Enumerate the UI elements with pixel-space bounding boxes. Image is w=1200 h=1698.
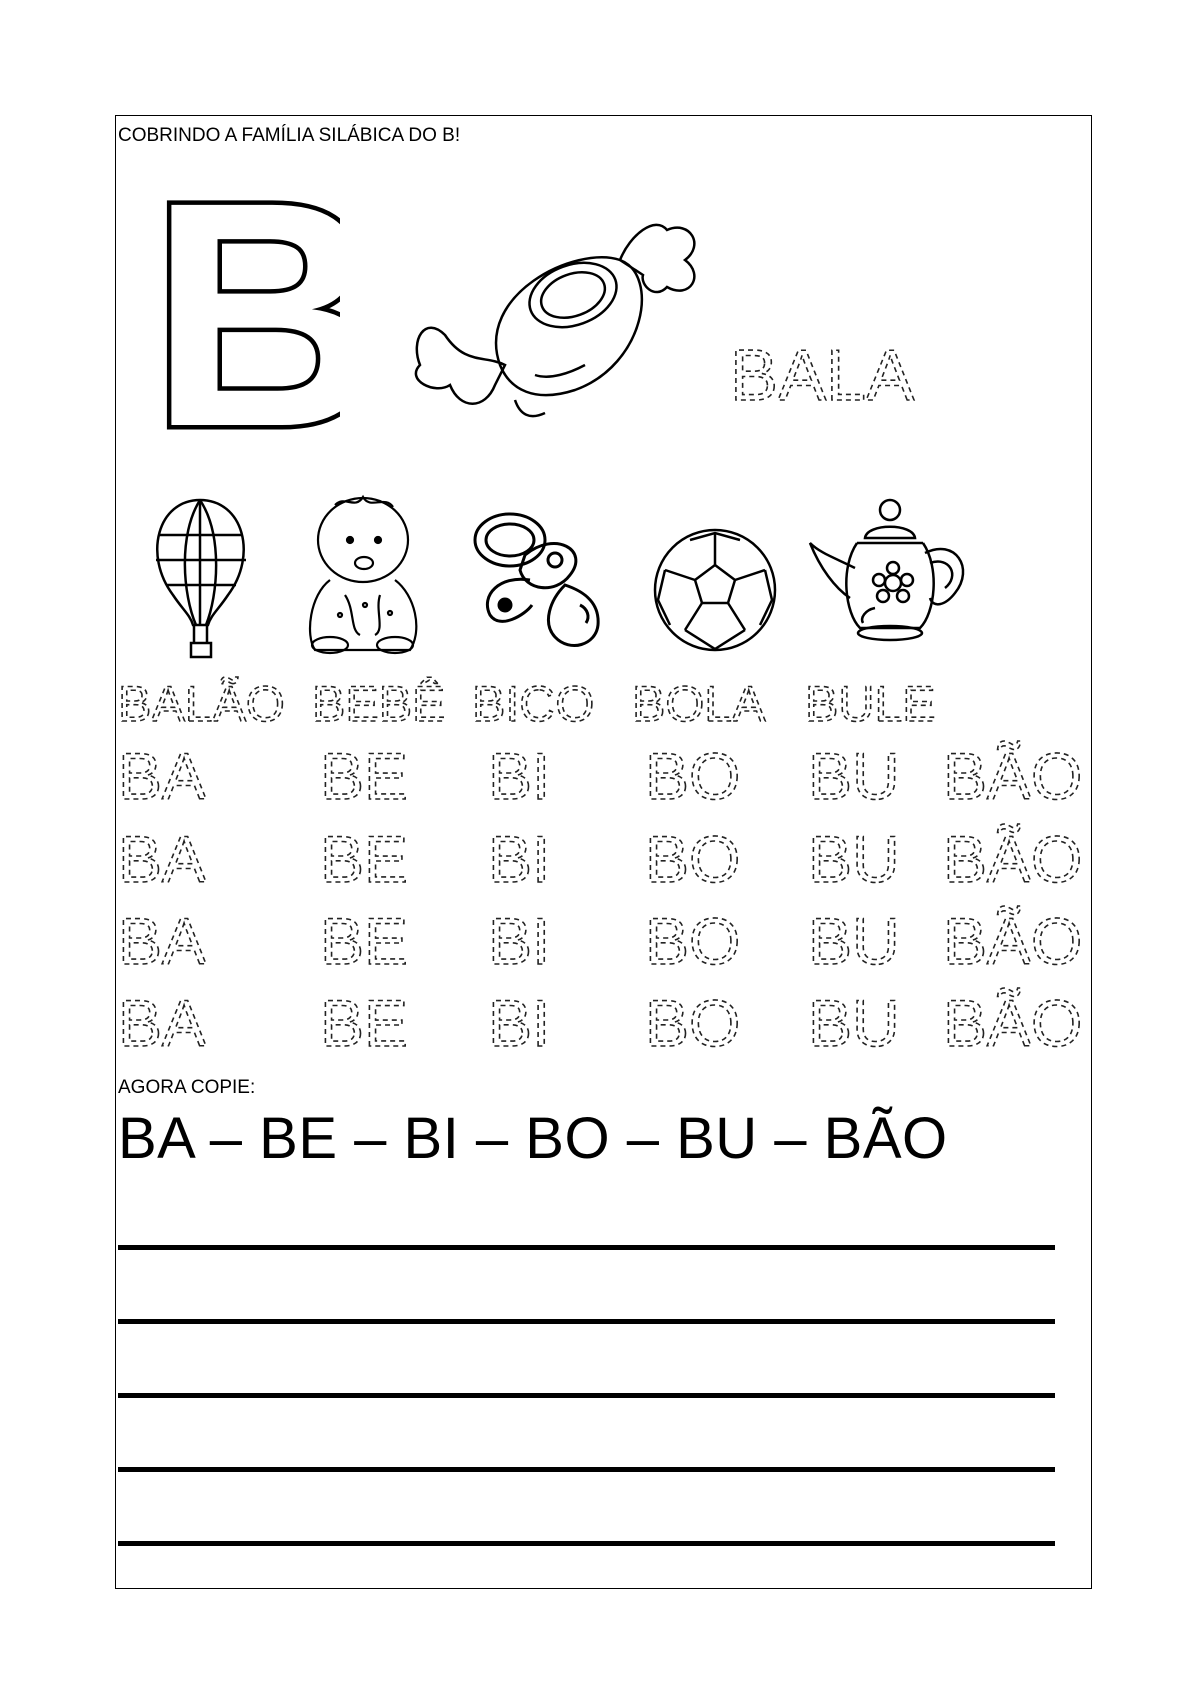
copy-label: AGORA COPIE: <box>118 1077 256 1098</box>
picture-word-bule <box>805 675 935 732</box>
syllable-text: BA <box>118 739 207 807</box>
svg-text:BICO: BICO <box>472 676 595 727</box>
syllable-trace <box>943 818 1088 895</box>
syllable-trace <box>320 735 410 812</box>
syllable-text: BÃO <box>943 822 1083 890</box>
picture-word-bico <box>472 675 607 732</box>
writing-line[interactable] <box>118 1393 1055 1398</box>
syllable-text: BE <box>320 739 409 807</box>
syllable-text: BE <box>320 822 409 890</box>
svg-text:BALÃO: BALÃO <box>118 676 285 727</box>
syllable-text: BU <box>808 986 898 1054</box>
soccer-ball-icon <box>650 525 780 660</box>
baby-icon <box>295 485 435 665</box>
svg-text:BOLA: BOLA <box>632 676 766 727</box>
syllable-trace <box>943 735 1088 812</box>
syllable-trace <box>118 982 218 1059</box>
svg-text:BEBÊ: BEBÊ <box>312 676 446 727</box>
syllable-trace <box>645 900 740 977</box>
picture-word-bola <box>632 675 777 732</box>
syllable-trace <box>118 818 218 895</box>
syllable-trace <box>808 818 898 895</box>
syllable-trace <box>118 735 218 812</box>
syllable-trace <box>808 735 898 812</box>
syllable-trace <box>645 735 740 812</box>
syllable-text: BI <box>488 904 551 972</box>
syllable-text: BO <box>645 739 740 807</box>
writing-line[interactable] <box>118 1541 1055 1546</box>
syllable-trace <box>320 818 410 895</box>
syllable-trace <box>488 735 563 812</box>
svg-text:BULE: BULE <box>805 676 935 727</box>
syllable-trace <box>943 982 1088 1059</box>
syllable-text: BE <box>320 904 409 972</box>
syllable-text: BA <box>118 904 207 972</box>
syllable-trace <box>808 982 898 1059</box>
syllable-text: BO <box>645 822 740 890</box>
candy-icon <box>405 215 715 435</box>
syllable-text: BI <box>488 986 551 1054</box>
syllable-text: BI <box>488 822 551 890</box>
writing-line[interactable] <box>118 1245 1055 1250</box>
copy-model: BA – BE – BI – BO – BU – BÃO <box>118 1106 948 1171</box>
syllable-text: BO <box>645 986 740 1054</box>
syllable-text: BÃO <box>943 986 1083 1054</box>
big-letter-text: B <box>150 180 340 450</box>
page-title: COBRINDO A FAMÍLIA SILÁBICA DO B! <box>118 125 461 146</box>
writing-line[interactable] <box>118 1467 1055 1472</box>
teapot-icon <box>805 498 970 653</box>
syllable-trace <box>320 900 410 977</box>
syllable-text: BU <box>808 904 898 972</box>
syllable-text: BU <box>808 822 898 890</box>
syllable-text: BE <box>320 986 409 1054</box>
syllable-text: BA <box>118 986 207 1054</box>
syllable-trace <box>488 818 563 895</box>
syllable-trace <box>488 900 563 977</box>
featured-word: BALA <box>730 336 915 410</box>
syllable-text: BÃO <box>943 904 1083 972</box>
picture-word-bebe <box>312 675 452 732</box>
pacifier-icon <box>470 505 615 660</box>
syllable-text: BÃO <box>943 739 1083 807</box>
hot-air-balloon-icon <box>148 495 258 670</box>
big-letter-b <box>150 180 340 450</box>
syllable-trace <box>808 900 898 977</box>
syllable-trace <box>118 900 218 977</box>
syllable-trace <box>488 982 563 1059</box>
syllable-trace <box>943 900 1088 977</box>
syllable-trace <box>645 818 740 895</box>
syllable-trace <box>320 982 410 1059</box>
picture-word-balao <box>118 675 293 732</box>
syllable-text: BO <box>645 904 740 972</box>
syllable-text: BI <box>488 739 551 807</box>
writing-line[interactable] <box>118 1319 1055 1324</box>
syllable-text: BA <box>118 822 207 890</box>
featured-word-trace <box>730 335 930 415</box>
syllable-text: BU <box>808 739 898 807</box>
syllable-trace <box>645 982 740 1059</box>
